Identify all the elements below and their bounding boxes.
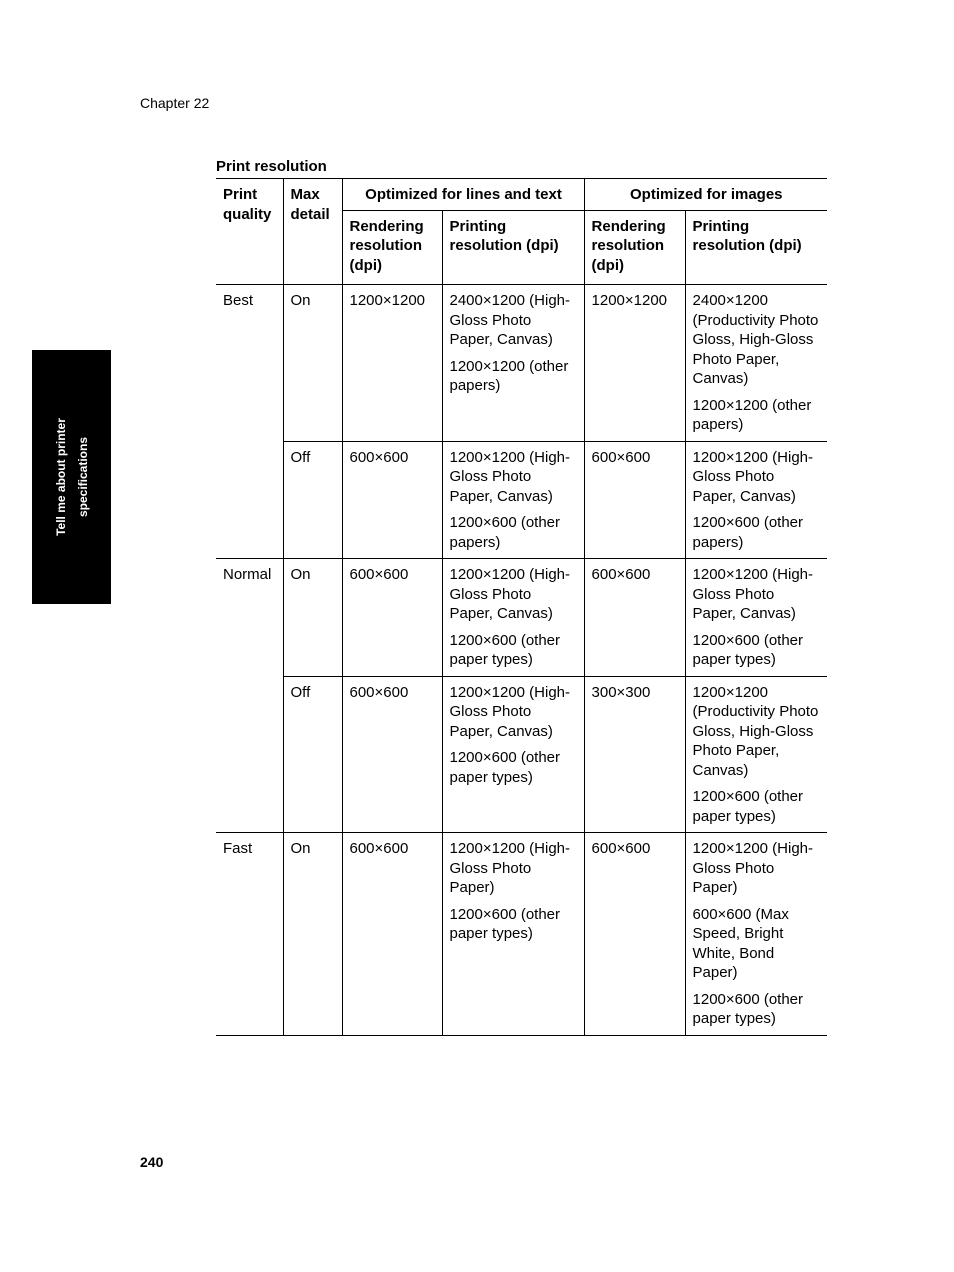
table-header-row (216, 179, 827, 211)
cell-img-printing (685, 441, 827, 559)
cell-print-quality: Normal (216, 559, 283, 833)
cell-lt-rendering: 600×600 (342, 833, 442, 1036)
cell-text: 600×600 (Max Speed, Bright White, Bond Paper) (692, 905, 789, 981)
side-tab-line-1: Tell me about printer (53, 418, 68, 536)
cell-text: 1200×1200 (other papers) (692, 396, 812, 433)
cell-max-detail: Off (283, 676, 342, 833)
header-print-quality: Print quality (216, 179, 283, 285)
side-tab-text (50, 418, 94, 536)
cell-print-quality: Fast (216, 833, 283, 1036)
section-title: Print resolution (216, 158, 327, 175)
cell-img-rendering: 600×600 (584, 833, 685, 1036)
cell-lt-rendering: 1200×1200 (342, 285, 442, 442)
cell-max-detail: On (283, 559, 342, 677)
cell-lt-printing (442, 833, 584, 1036)
cell-img-rendering: 1200×1200 (584, 285, 685, 442)
cell-text: 1200×1200 (High-Gloss Photo Paper, Canvas) (449, 448, 571, 505)
cell-print-quality: Best (216, 285, 283, 559)
cell-text: 1200×1200 (High-Gloss Photo Paper, Canvas) (692, 448, 814, 505)
cell-img-printing (685, 285, 827, 442)
cell-text: 1200×1200 (Productivity Photo Gloss, High-Gloss Photo Paper, Canvas) (692, 683, 819, 779)
header-img-rendering: Rendering resolution (dpi) (584, 210, 685, 285)
cell-text: 2400×1200 (Productivity Photo Gloss, High-Gloss Photo Paper, Canvas) (692, 292, 819, 387)
table-row (216, 285, 827, 442)
print-resolution-table (216, 178, 827, 1036)
header-max-detail: Max detail (283, 179, 342, 285)
cell-img-printing (685, 559, 827, 677)
cell-text: 1200×1200 (High-Gloss Photo Paper) (449, 840, 571, 896)
table-row (216, 441, 827, 559)
cell-max-detail: Off (283, 441, 342, 559)
cell-lt-rendering: 600×600 (342, 559, 442, 677)
cell-text: 1200×1200 (High-Gloss Photo Paper, Canvas) (449, 566, 571, 622)
cell-text: 2400×1200 (High-Gloss Photo Paper, Canvas) (449, 292, 571, 348)
cell-max-detail: On (283, 833, 342, 1036)
cell-text: 1200×600 (other papers) (692, 514, 804, 551)
header-lines-and-text: Optimized for lines and text (342, 179, 584, 211)
cell-text: 1200×600 (other paper types) (449, 749, 561, 786)
cell-text: 1200×1200 (High-Gloss Photo Paper, Canvas) (449, 683, 571, 740)
cell-lt-rendering: 600×600 (342, 676, 442, 833)
cell-img-rendering: 300×300 (584, 676, 685, 833)
cell-text: 1200×600 (other paper types) (449, 905, 561, 942)
chapter-label: Chapter 22 (140, 95, 210, 111)
header-img-printing: Printing resolution (dpi) (685, 210, 827, 285)
table-row (216, 833, 827, 1036)
cell-lt-printing (442, 441, 584, 559)
header-lt-rendering: Rendering resolution (dpi) (342, 210, 442, 285)
side-tab-line-2: specifications (75, 436, 90, 518)
cell-text: 1200×1200 (High-Gloss Photo Paper) (692, 840, 814, 896)
cell-text: 1200×600 (other paper types) (692, 990, 804, 1027)
cell-lt-printing (442, 559, 584, 677)
cell-text: 1200×600 (other paper types) (692, 631, 804, 668)
cell-text: 1200×600 (other papers) (449, 514, 561, 551)
header-images: Optimized for images (584, 179, 827, 211)
cell-text: 1200×600 (other paper types) (449, 631, 561, 668)
cell-img-rendering: 600×600 (584, 441, 685, 559)
cell-lt-rendering: 600×600 (342, 441, 442, 559)
cell-lt-printing (442, 285, 584, 442)
cell-text: 1200×1200 (other papers) (449, 357, 569, 394)
header-lt-printing: Printing resolution (dpi) (442, 210, 584, 285)
cell-text: 1200×1200 (High-Gloss Photo Paper, Canvas) (692, 566, 814, 622)
cell-max-detail: On (283, 285, 342, 442)
table-row (216, 676, 827, 833)
cell-lt-printing (442, 676, 584, 833)
cell-img-rendering: 600×600 (584, 559, 685, 677)
cell-img-printing (685, 833, 827, 1036)
cell-text: 1200×600 (other paper types) (692, 788, 804, 825)
side-tab (32, 350, 111, 604)
cell-img-printing (685, 676, 827, 833)
page-number: 240 (140, 1154, 164, 1170)
table-row (216, 559, 827, 677)
